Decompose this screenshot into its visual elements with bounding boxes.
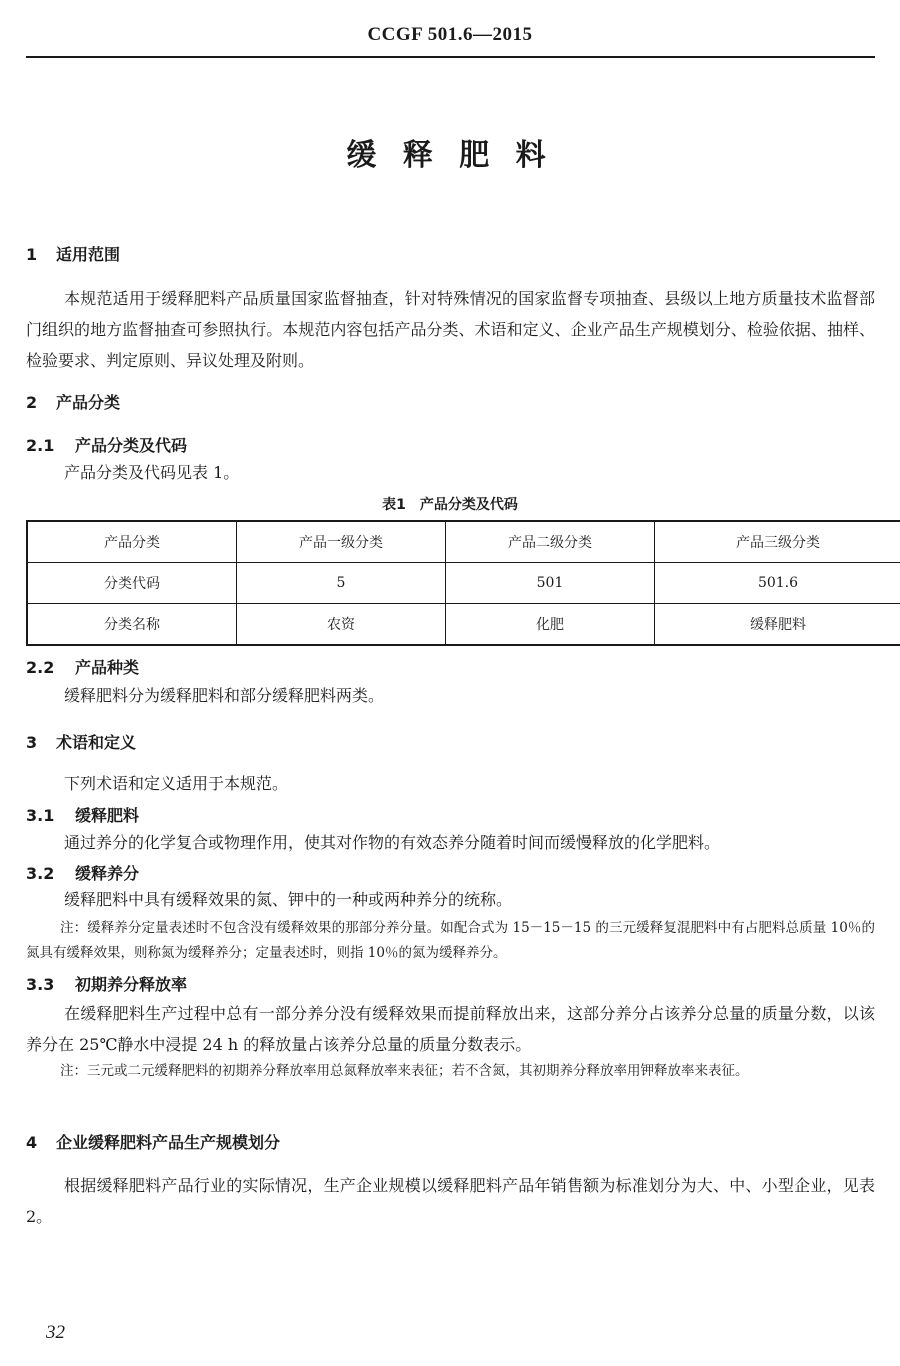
section-title: 术语和定义 [56, 733, 137, 752]
section-title: 初期养分释放率 [75, 975, 188, 994]
section-3-1-heading [26, 803, 139, 826]
table-cell: 501 [446, 563, 655, 604]
table-cell: 化肥 [446, 604, 655, 646]
section-number: 2 [26, 393, 38, 412]
section-4-paragraph: 根据缓释肥料产品行业的实际情况，生产企业规模以缓释肥料产品年销售额为标准划分为大、中、小型企业，见表 2。 [26, 1176, 875, 1226]
section-3-2-note: 注：缓释养分定量表述时不包含没有缓释效果的那部分养分量。如配合式为 15－15－15 的三元缓释复混肥料中有占肥料总质量 10％的氮具有缓释效果，则称氮为缓释养分；定量表述时，则指 10％的氮为缓释养分。 [26, 920, 875, 961]
product-classification-table [26, 520, 900, 646]
section-4-heading [26, 1130, 280, 1153]
section-3-3-note: 注：三元或二元缓释肥料的初期养分释放率用总氮释放率来表征；若不含氮，其初期养分释放率用钾释放率来表征。 [60, 1063, 749, 1079]
section-3-2-heading [26, 861, 139, 884]
page-title: 缓 释 肥 料 [346, 138, 554, 173]
section-3-3-paragraph: 在缓释肥料生产过程中总有一部分养分没有缓释效果而提前释放出来，这部分养分占该养分总量的质量分数，以该养分在 25℃静水中浸提 24 h 的释放量占该养分总量的质量分数表示。 [26, 1004, 875, 1054]
table-row [27, 563, 900, 604]
section-title: 适用范围 [56, 245, 121, 264]
section-1-paragraph: 本规范适用于缓释肥料产品质量国家监督抽查，针对特殊情况的国家监督专项抽查、县级以上地方质量技术监督部门组织的地方监督抽查可参照执行。本规范内容包括产品分类、术语和定义、企业产品生产规模划分、检验依据、抽样、检验要求、判定原则、异议处理及附则。 [26, 289, 875, 370]
section-number: 3.3 [26, 975, 55, 994]
section-2-1-heading [26, 433, 187, 456]
section-title: 产品分类 [56, 393, 121, 412]
section-title: 产品分类及代码 [75, 436, 188, 455]
standard-code: CCGF 501.6—2015 [367, 24, 533, 45]
table-1-caption: 表1 产品分类及代码 [382, 497, 518, 513]
table-row [27, 604, 900, 646]
table-cell: 产品二级分类 [446, 521, 655, 563]
table-row [27, 521, 900, 563]
section-number: 3.2 [26, 864, 55, 883]
section-title: 缓释养分 [75, 864, 140, 883]
section-number: 3 [26, 733, 38, 752]
table-cell: 农资 [237, 604, 446, 646]
section-3-2-text: 缓释肥料中具有缓释效果的氮、钾中的一种或两种养分的统称。 [64, 890, 513, 909]
section-3-heading [26, 730, 136, 753]
table-cell: 缓释肥料 [655, 604, 900, 646]
section-3-3-heading [26, 972, 187, 995]
section-title: 缓释肥料 [75, 806, 140, 825]
section-title: 企业缓释肥料产品生产规模划分 [56, 1133, 281, 1152]
page-number: 32 [46, 1322, 65, 1343]
section-2-2-text: 缓释肥料分为缓释肥料和部分缓释肥料两类。 [64, 686, 385, 705]
section-number: 4 [26, 1133, 38, 1152]
section-number: 3.1 [26, 806, 55, 825]
table-cell: 产品分类 [27, 521, 237, 563]
section-number: 2.1 [26, 436, 55, 455]
table-cell: 分类代码 [27, 563, 237, 604]
section-number: 1 [26, 245, 38, 264]
table-cell: 5 [237, 563, 446, 604]
section-1-heading [26, 242, 120, 265]
section-3-1-text: 通过养分的化学复合或物理作用，使其对作物的有效态养分随着时间而缓慢释放的化学肥料。 [64, 833, 721, 852]
section-number: 2.2 [26, 658, 55, 677]
section-2-2-heading [26, 655, 139, 678]
table-cell: 产品一级分类 [237, 521, 446, 563]
section-2-1-text: 产品分类及代码见表 1。 [64, 463, 240, 482]
table-cell: 分类名称 [27, 604, 237, 646]
section-3-text: 下列术语和定义适用于本规范。 [64, 774, 289, 793]
header-rule [26, 56, 875, 58]
table-cell: 501.6 [655, 563, 900, 604]
section-title: 产品种类 [75, 658, 140, 677]
section-2-heading [26, 390, 120, 413]
table-cell: 产品三级分类 [655, 521, 900, 563]
